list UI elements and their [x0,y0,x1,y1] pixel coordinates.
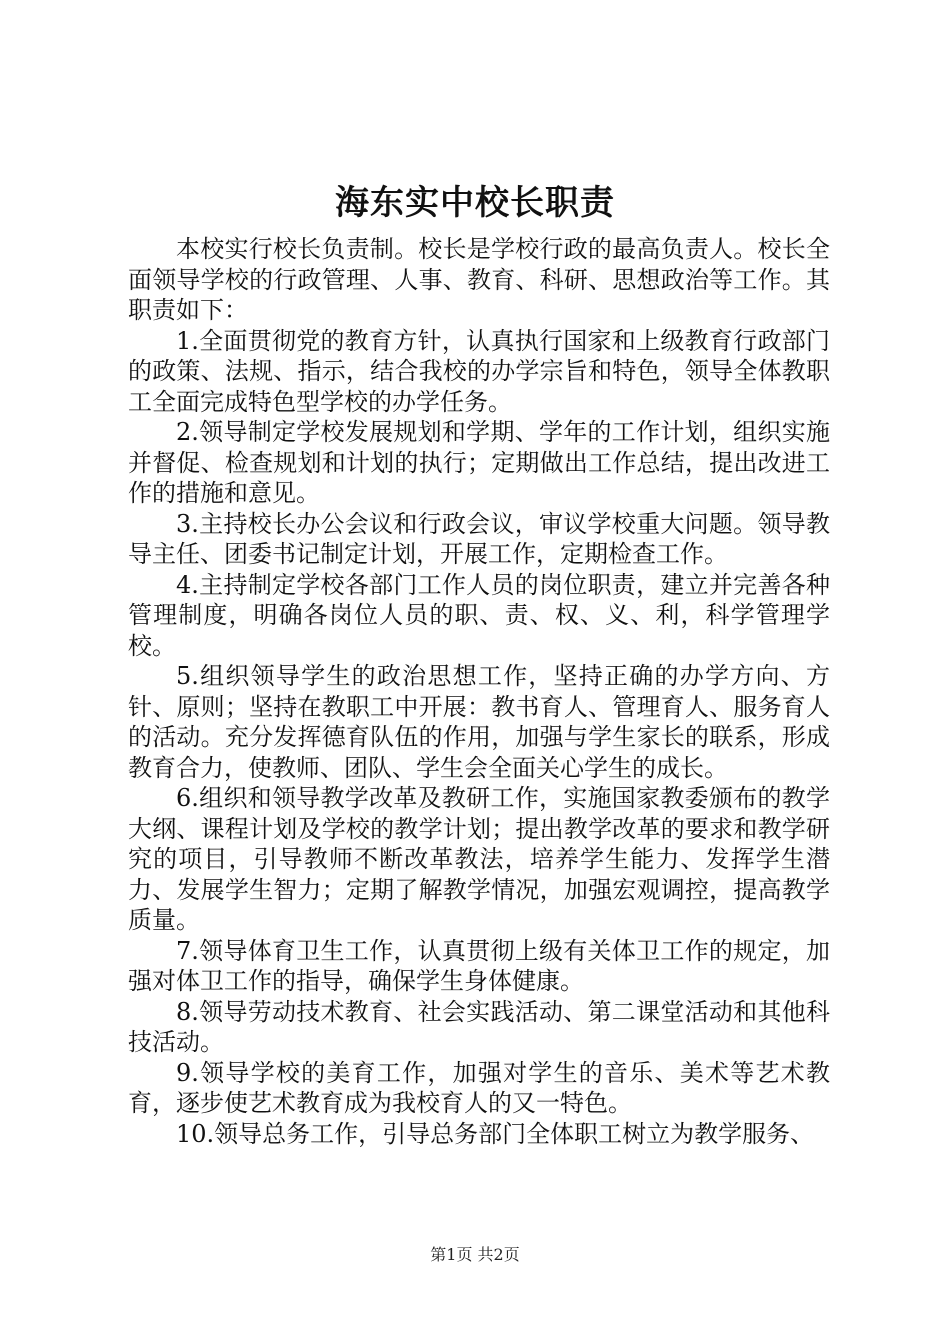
duty-paragraph-7: 7.领导体育卫生工作，认真贯彻上级有关体卫工作的规定，加强对体卫工作的指导，确保学生身体健康。 [128,936,830,995]
duty-paragraph-2: 2.领导制定学校发展规划和学期、学年的工作计划，组织实施并督促、检查规划和计划的执行；定期做出工作总结，提出改进工作的措施和意见。 [128,418,830,507]
duty-paragraph-4: 4.主持制定学校各部门工作人员的岗位职责，建立并完善各种管理制度，明确各岗位人员的职、责、权、义、利，科学管理学校。 [128,570,830,660]
duty-paragraph-3: 3.主持校长办公会议和行政会议，审议学校重大问题。领导教导主任、团委书记制定计划，开展工作，定期检查工作。 [128,509,830,568]
page-number-footer: 第1页 共2页 [430,1245,520,1264]
duty-paragraph-10: 10.领导总务工作，引导总务部门全体职工树立为教学服务、 [176,1119,815,1148]
document-body [128,234,830,1149]
duty-paragraph-5: 5.组织领导学生的政治思想工作，坚持正确的办学方向、方针、原则；坚持在教职工中开展：教书育人、管理育人、服务育人的活动。充分发挥德育队伍的作用，加强与学生家长的联系，形成教育合力，使教师、团队、学生会全面关心学生的成长。 [128,662,830,782]
duty-paragraph-9: 9.领导学校的美育工作，加强对学生的音乐、美术等艺术教育，逐步使艺术教育成为我校育人的又一特色。 [128,1058,830,1117]
intro-paragraph: 本校实行校长负责制。校长是学校行政的最高负责人。校长全面领导学校的行政管理、人事、教育、科研、思想政治等工作。其职责如下： [128,235,830,324]
duty-paragraph-6: 6.组织和领导教学改革及教研工作，实施国家教委颁布的教学大纲、课程计划及学校的教学计划；提出教学改革的要求和教学研究的项目，引导教师不断改革教法，培养学生能力、发挥学生潜力、发展学生智力；定期了解教学情况，加强宏观调控，提高教学质量。 [128,784,830,934]
document-title: 海东实中校长职责 [335,183,615,223]
duty-paragraph-8: 8.领导劳动技术教育、社会实践活动、第二课堂活动和其他科技活动。 [128,997,830,1056]
duty-paragraph-1: 1.全面贯彻党的教育方针，认真执行国家和上级教育行政部门的政策、法规、指示，结合我校的办学宗旨和特色，领导全体教职工全面完成特色型学校的办学任务。 [128,326,830,416]
